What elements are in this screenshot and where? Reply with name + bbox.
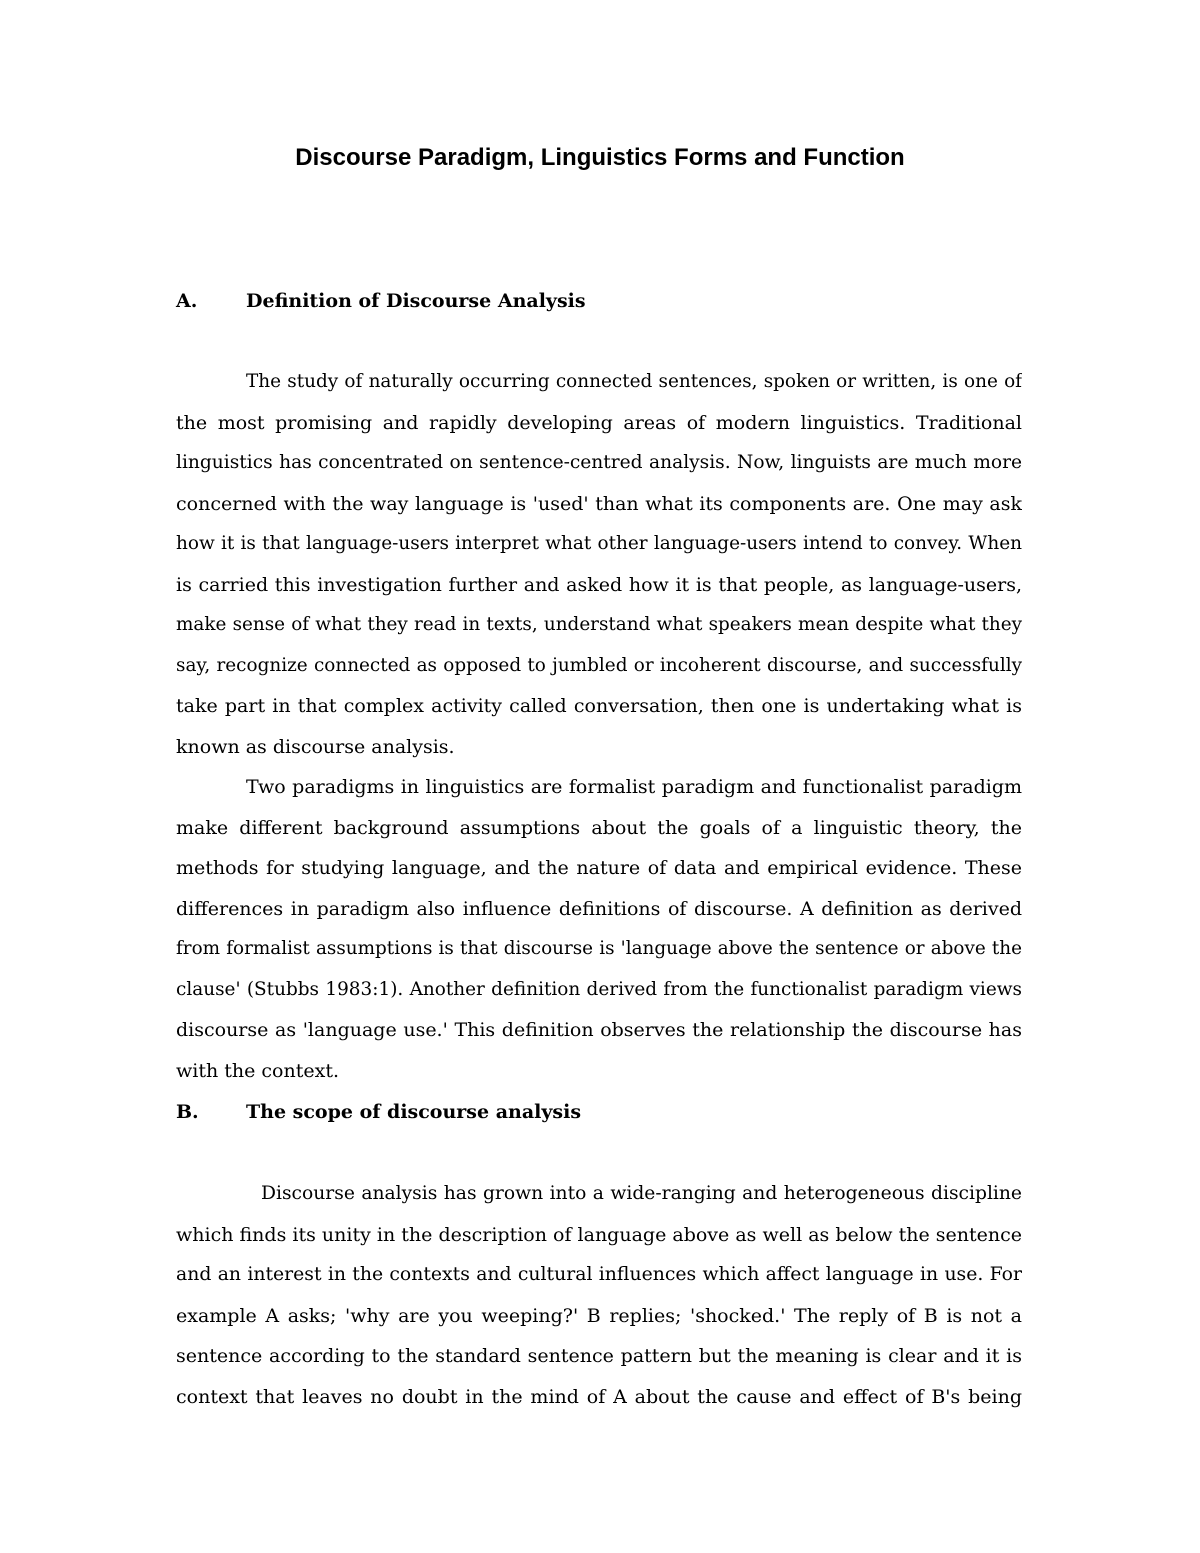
paragraph-line: make sense of what they read in texts, understand what speakers mean despite what they bbox=[176, 614, 1022, 635]
paragraph-line: linguistics has concentrated on sentence-centred analysis. Now, linguists are much more bbox=[176, 452, 1022, 473]
paragraph-line: how it is that language-users interpret what other language-users intend to convey. When bbox=[176, 533, 1022, 554]
paragraph-line: with the context. bbox=[176, 1059, 339, 1082]
section-b-title: The scope of discourse analysis bbox=[246, 1101, 582, 1123]
section-a-title: Definition of Discourse Analysis bbox=[246, 290, 586, 312]
paragraph-line: say, recognize connected as opposed to jumbled or incoherent discourse, and successfully bbox=[176, 654, 1022, 676]
paragraph-line: The study of naturally occurring connected sentences, spoken or written, is one of bbox=[246, 371, 1022, 392]
paragraph-line: concerned with the way language is 'used' than what its components are. One may ask bbox=[176, 492, 1022, 515]
paragraph-line: differences in paradigm also influence definitions of discourse. A definition as derived bbox=[176, 897, 1022, 920]
section-b-heading bbox=[176, 1099, 581, 1125]
section-a-heading bbox=[176, 288, 586, 314]
paragraph-line: methods for studying language, and the nature of data and empirical evidence. These bbox=[176, 857, 1022, 879]
paragraph-line: the most promising and rapidly developing areas of modern linguistics. Traditional bbox=[176, 411, 1022, 434]
paragraph-line: make different background assumptions about the goals of a linguistic theory, the bbox=[176, 816, 1022, 839]
section-a-letter: A. bbox=[176, 290, 198, 312]
paragraph-line: discourse as 'language use.' This definition observes the relationship the discourse has bbox=[176, 1019, 1022, 1041]
paragraph-line: take part in that complex activity called conversation, then one is undertaking what is bbox=[176, 695, 1022, 717]
paragraph-line: is carried this investigation further and asked how it is that people, as language-users, bbox=[176, 573, 1022, 596]
paragraph-line: which finds its unity in the description of language above as well as below the sentence bbox=[176, 1223, 1022, 1246]
paragraph-line: and an interest in the contexts and cultural influences which affect language in use. For bbox=[176, 1264, 1022, 1285]
paragraph-line: from formalist assumptions is that discourse is 'language above the sentence or above the bbox=[176, 938, 1022, 959]
paragraph-line: example A asks; 'why are you weeping?' B replies; 'shocked.' The reply of B is not a bbox=[176, 1304, 1022, 1327]
section-b-letter: B. bbox=[176, 1101, 199, 1123]
section-b-paragraph-1 bbox=[176, 1174, 1022, 1417]
paragraph-line: sentence according to the standard sentence pattern but the meaning is clear and it is bbox=[176, 1345, 1022, 1367]
section-a-paragraph-1 bbox=[176, 362, 1022, 767]
paragraph-line: clause' (Stubbs 1983:1). Another definition derived from the functionalist paradigm views bbox=[176, 978, 1022, 1000]
document-title: Discourse Paradigm, Linguistics Forms and Function bbox=[295, 144, 905, 171]
paragraph-line: Discourse analysis has grown into a wide-ranging and heterogeneous discipline bbox=[261, 1183, 1022, 1204]
paragraph-line: known as discourse analysis. bbox=[176, 735, 455, 758]
paragraph-line: Two paradigms in linguistics are formalist paradigm and functionalist paradigm bbox=[246, 776, 1022, 798]
section-a-paragraph-2 bbox=[176, 767, 1022, 1091]
paragraph-line: context that leaves no doubt in the mind of A about the cause and effect of B's being bbox=[176, 1385, 1022, 1408]
